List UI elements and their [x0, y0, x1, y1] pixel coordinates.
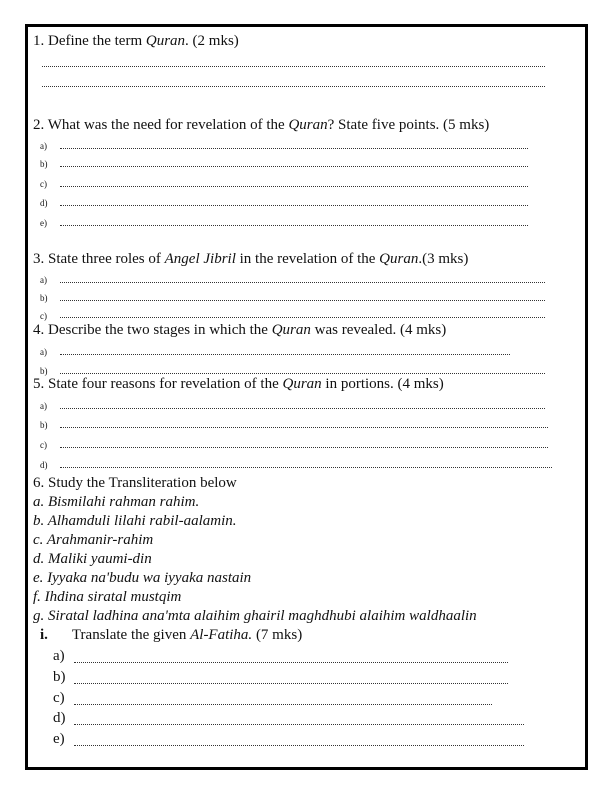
answer-line[interactable]: [74, 683, 508, 684]
answer-line[interactable]: [74, 704, 492, 705]
transliteration-line: f. Ihdina siratal mustqim: [33, 589, 182, 605]
answer-label: d): [40, 198, 48, 208]
transliteration-line: c. Arahmanir-rahim: [33, 532, 154, 548]
answer-label: b): [53, 669, 66, 685]
transliteration-line: d. Maliki yaumi-din: [33, 551, 152, 567]
answer-label: c): [40, 311, 47, 321]
answer-line[interactable]: [60, 205, 528, 206]
answer-label: b): [40, 366, 48, 376]
answer-label: a): [40, 275, 47, 285]
answer-label: e): [40, 218, 47, 228]
answer-label: c): [40, 440, 47, 450]
answer-line[interactable]: [74, 662, 508, 663]
answer-label: c): [40, 179, 47, 189]
answer-line[interactable]: [60, 225, 528, 226]
answer-line[interactable]: [42, 66, 545, 67]
answer-label: b): [40, 293, 48, 303]
answer-line[interactable]: [60, 317, 545, 318]
answer-label: a): [40, 401, 47, 411]
transliteration-line: b. Alhamduli lilahi rabil-aalamin.: [33, 513, 237, 529]
answer-line[interactable]: [60, 186, 528, 187]
answer-line[interactable]: [60, 166, 528, 167]
question-5: 5. State four reasons for revelation of the Quran in portions. (4 mks): [33, 376, 444, 392]
answer-line[interactable]: [60, 467, 552, 468]
page-border: [25, 24, 588, 770]
answer-line[interactable]: [74, 745, 524, 746]
answer-label: b): [40, 159, 48, 169]
transliteration-line: e. Iyyaka na'budu wa iyyaka nastain: [33, 570, 252, 586]
answer-line[interactable]: [60, 373, 545, 374]
answer-line[interactable]: [60, 427, 548, 428]
answer-line[interactable]: [60, 300, 545, 301]
answer-label: c): [53, 690, 65, 706]
answer-line[interactable]: [42, 86, 545, 87]
answer-label: a): [40, 141, 47, 151]
sub-question-i: i. Translate the given Al-Fatiha. (7 mks): [40, 627, 303, 643]
transliteration-line: g. Siratal ladhina ana'mta alaihim ghairil maghdhubi alaihim waldhaalin: [33, 608, 477, 624]
answer-line[interactable]: [60, 408, 545, 409]
answer-line[interactable]: [60, 148, 528, 149]
answer-label: e): [53, 731, 65, 747]
answer-label: a): [53, 648, 65, 664]
question-4: 4. Describe the two stages in which the Quran was revealed. (4 mks): [33, 322, 447, 338]
answer-line[interactable]: [74, 724, 524, 725]
answer-label: d): [40, 460, 48, 470]
answer-label: a): [40, 347, 47, 357]
question-1: 1. Define the term Quran. (2 mks): [33, 33, 239, 49]
answer-label: b): [40, 420, 48, 430]
answer-line[interactable]: [60, 282, 545, 283]
answer-line[interactable]: [60, 354, 510, 355]
question-3: 3. State three roles of Angel Jibril in the revelation of the Quran.(3 mks): [33, 251, 469, 267]
question-2: 2. What was the need for revelation of the Quran? State five points. (5 mks): [33, 117, 490, 133]
question-6: 6. Study the Transliteration below: [33, 475, 237, 491]
answer-line[interactable]: [60, 447, 548, 448]
answer-label: d): [53, 710, 66, 726]
transliteration-line: a. Bismilahi rahman rahim.: [33, 494, 200, 510]
